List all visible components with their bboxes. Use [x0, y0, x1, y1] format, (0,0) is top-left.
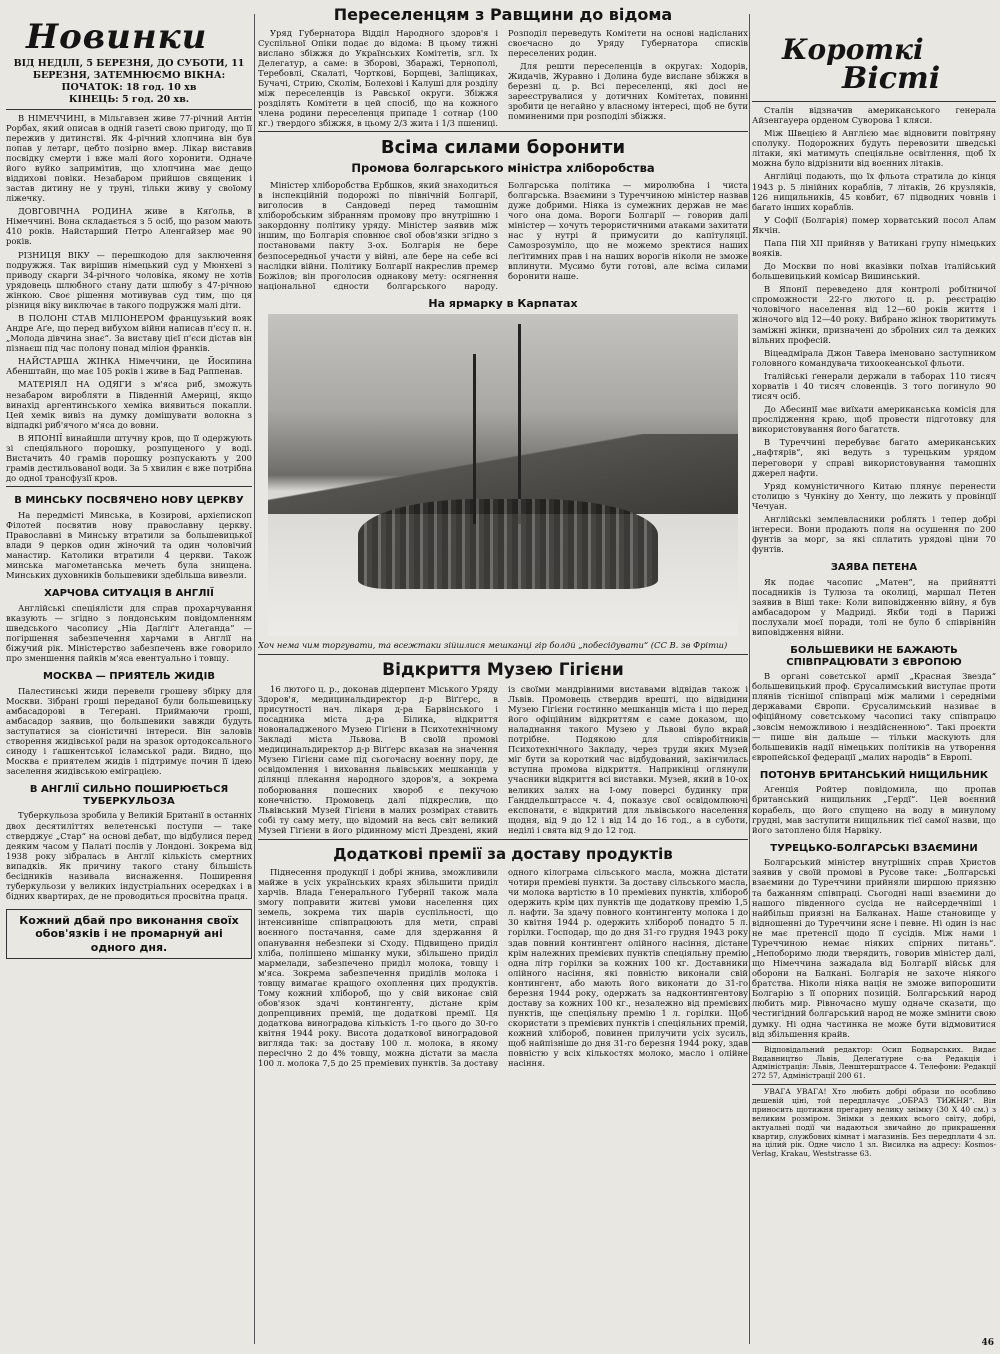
museum-headline: Відкриття Музею Гігієни [382, 660, 624, 681]
duty-slogan: Кожний дбай про виконання своїх обов'язків і не промарнуй ані одного дня. [6, 909, 252, 959]
blackout-start: ПОЧАТОК: 18 год. 10 хв [61, 81, 197, 93]
resettlers-paragraph: Для решти переселенців в округах: Ходорів, Жидачів, Журавно і Долина буде вислане збіжжя в березні ц. р. Всі переселенці, які досі не зареєструвалися у дотичних Комітетах, повинні зробити це негайно у власному інтересі, щоб не бути поминеними при розподілі збіжжя. [508, 60, 748, 122]
subscription-ad: УВАГА УВАГА! Хто любить добрі образи по особливо дешевій ціні, той передплачує „ОБРАЗ ТИЖНЯ“. Він приносить щотижня прегарну велику знімку (30 Х 40 см.) з великим розміром. Знімки з деяких всього світу, добрі, актуальні події чи надаються звичайно до прикрашення квартир, службових кімнат і магазинів. Без передплати 4 зл. на цілий рік. Одне число 1 зл. Висилка на адресу: Kosmos-Verlag, Krakau, Weststrasse 63. [752, 1087, 996, 1159]
museum-text: 16 лютого ц. р., доконав дідерпент Міського Уряду Здоров'я, медицинальдиректор д-р Віґґерс, в присутності нач. лікаря д-ра Барвінського і посадника міста д-ра Білика, відкриття новоналадженого Музею Гігієни в Психотехнічному Закладі міста Львова. В своїй промові медицинальдиректор д-р Віґґерс вказав на значення Музею Гігієни саме під сьогочасну воєнну пору, де освідомлення і виховання львівських мешканців у ділянці плекання народного здоров'я, а зокрема поборювання пошесних хвороб є пекучою конечністю. Промовець далі підкреслив, що Львівський Музей Гігієни в малих розмірах ставить собі ту саму мету, що відомий на весь світ великий Музей Гігієни в його рідинному місті Дрездені, який із своїми мандрівними виставами відвідав також і Львів. Промовець ствердив врешті, що відвідини Музею Гігієни гостинно мешканців міста і що перед його офіційним відкриттям є саме доказом, що наладнання такого Музею у Львові було вкрай потрібне. Подякою для співробітників Психотехнічного Закладу, через труди яких Музей міг бути за короткий час відбудований, закінчилась вступна промова відкриття. Наприкінці оглянули учасники відкриття всі виставки. Музей, який в 10-ох великих залях на І-ому поверсі будинку при Ґанддельштрассе ч. 4, показує свої освідомлюючі експонати, є відкритий для львівського населення щодня, від 9 до 12 і від 14 до 16 год., а в суботи, неділі і свята від 9 до 12 год. [258, 683, 748, 835]
food-situation-headline: ХАРЧОВА СИТУАЦІЯ В АНГЛІЇ [44, 588, 214, 600]
divider [752, 1084, 996, 1085]
bonus-headline: Додаткові премії за доставу продуктів [333, 845, 673, 864]
minsk-church-text: На передмісті Минська, в Козирові, архієпископ Філотей посвятив нову православну церкву. Православні в Минську втратили за большевицької влади 9 церков один жіночий та один чоловічий манастир. Католики втратили 4 церкви. Також минська магометанська мечеть була знищена. Минських духовників большевики здебільша вивезли. [6, 509, 252, 581]
news-item: Італійські ґенерали держали в таборах 110 тисяч хорватів і 40 тисяч словенців. З того погинуло 90 тисяч осіб. [752, 370, 996, 402]
news-item: Сталін відзначив американського генерала Айзенгауера орденом Суворова 1 кляси. [752, 105, 996, 126]
turkish-bulgarian-text: Болгарський міністер внутрішніх справ Христов заявив у своїй промові в Русове таке: „Болгарські взаємини до Туреччини прийняли ширшою приязню та бажанням співпраці. Сьогодні наші взаємини до нашого південного сусіда не найсердечніші і найбільш приязні на Балканах. Наше становище у відношенні до Туреччини ясне і певне. Ні один із нас не має претенсії щодо її сусідів. Між нами і Туреччиною немає ніяких спірних питань“. „Непоборимо люди тверядить, говорив міністер далі, що Німеччина зажадала від Болгарії військ для оборони на Балкані. Болгарія не захоче ніякого братства. Ніколи ніяка нація не зможе випорошити Болгарію з її опорних позицій. Болгарський народ любить мир. Рівночасно мушу одначе сказати, що честигідний болгарський народ не може змінити свою думку. Ні одна частинка не може бути відмовитися від збільшення крайв. [752, 857, 996, 1039]
tuberculosis-headline: В АНГЛІЇ СИЛЬНО ПОШИРЮЄТЬСЯ ТУБЕРКУЛЬОЗА [29, 784, 229, 807]
bolsheviks-text: В органі совєтської армії „Красная Звезда“ большевицький проф. Єрусалимський виступає проти плянів тіснішої співпраці між малими і середніми державами Європи. Єрусалимський називає в офіційному совєтському часописі таку співпрацю „зовсім неможливою і нездійсненною“. Такі проєкти — пише він дальше — тільки маскують для большевиків надії німецьких політиків на утворення європейської федерації „малих народів“ в Европі. [752, 671, 996, 762]
news-item: Англійці подають, що їх фльота стратила до кінця 1943 р. 5 лінійних кораблів, 7 літаків, 26 крузляків, 126 нищильників, 45 ковбит, 67 підводних човнів і багато інших кораблів. [752, 171, 996, 212]
destroyer-headline: ПОТОНУВ БРИТАНСЬКИЙ НИЩИЛЬНИК [759, 769, 989, 781]
divider [258, 654, 748, 655]
news-item: У Софії (Болгарія) помер хорватський посол Алам Якчін. [752, 214, 996, 235]
photo-headline: На ярмарку в Карпатах [428, 296, 578, 310]
resettlers-headline: Переселенцям з Равщини до відома [333, 5, 673, 24]
news-item: До Абесинії має виїхати американська комісія для прослідження краю, щоб провести підготовку для використовування його багатств. [752, 404, 996, 435]
defend-headline: Всіма силами боронити [380, 137, 626, 159]
news-item: Папа Пій XII прийняв у Ватикані групу німецьких вояків. [752, 237, 996, 259]
news-item: Віцеадмірала Джон Тавера іменовано заступником головного командувача тихоокеанської фльоти. [752, 347, 996, 368]
destroyer-text: Агенція Ройтер повідомила, що пропав британський нищильник „Гердї“. Цей воєнний корабель, що його спущено на воду в минулому грудні, мав заступити нищильник тієї самої назви, що його затоплено біля Нарвіку. [752, 784, 996, 835]
moscow-headline: МОСКВА — ПРИЯТЕЛЬ ЖИДІВ [43, 671, 215, 683]
blackout-end: КІНЕЦЬ: 5 год. 20 хв. [68, 93, 190, 105]
divider [6, 486, 252, 487]
column-divider [749, 14, 750, 1344]
bonus-article [258, 867, 748, 1070]
right-column [752, 0, 996, 1162]
imprint: Відповідальний редактор: Осип Бодварських. Видає Видавництво Львів, Делеґатурне с-ва Редакція і Адміністрація: Львів, Ленштерштрассе 4. Телефони: Редакції 272 57, Адміністрації 200 61. [752, 1044, 996, 1081]
tuberculosis-text: Туберкульоза зробила у Великій Британії в останніх двох десятиліттях велетенські поступи — таке стверджує „Стар“ на основі дебат, що відбулися перед деяким часом у Палаті послів у Лондоні. Зокрема від 1938 року зібралась в Англії кількість смертних випадків. Як причину такого стану більшість бесідників називала виснаження. Поширення туберкульози у великих індустріальних осередках і в бідних квартирах, де не проводиться просвітна праця. [6, 810, 252, 902]
news-item: НАЙСТАРША ЖІНКА Німеччини, це Йосипина Абенштайн, що має 105 років і живе в Бад Раппенав. [6, 356, 252, 377]
divider [6, 109, 252, 110]
novynky-masthead: Новинки [26, 17, 208, 57]
turkish-bulgarian-headline: ТУРЕЦЬКО-БОЛГАРСЬКІ ВЗАЄМИНИ [770, 842, 978, 854]
short-news-masthead [752, 0, 996, 98]
news-item: Уряд комуністичного Китаю плянує перенести столицю з Чункіну до Хенту, що лежить у провінції Чечуан. [752, 480, 996, 511]
divider [752, 101, 996, 102]
news-item: В ПОЛОНІ СТАВ МІЛІОНЕРОМ французький вояк Андре Аґе, що перед вибухом війни написав п'єсу п. н. „Молода дівчина знає“. За виставу цієї п'єси дістав він пізнаєш під час полону понад міліон франків. [6, 312, 252, 354]
moscow-text: Палестинські жиди перевели грошеву збірку для Москви. Зібрані гроші переданої були большевицьку амбасадорові в Тегерані. Приймаючи гроші, амбасадор заявив, що большевики завжди будуть заступатися за сіоністичні інтереси. Він заловів створення жидівської ради на зразок ортодоксального синоду і ґашкентської ісламської ради. Видно, що Москва є приятелем жидів і підтримує почин її ідею заселення жидівською еміграцією. [6, 685, 252, 777]
bonus-text: Піднесення продукції і добрі жнива, зможливили майже в усіх українських краях збільшити приділ харчів. Влада Генерального Губернії також мала змогу поправити житєві умови населення цих земель, зокрема тих шарів суспільності, що інтенсивніше співпрацюють для мети, справі воєнного постачання, саме для здержання й опанування небезпеки зі Сходу. Підвищено приділ хліба, поліпшено мішанку муки, збільшено приділ мармелади, забезпечено приділ молока, товщу і м'яса. Зокрема забезпечення приділів молока і товщу вимагає кращого охоплення цих продуктів. Тому кожний хлібороб, що у свій виконає свій обов'язок здачі контингенту, дістане крім допрепцивних премій, ще додаткові премії. Ця додаткова виноградова кількість 1-го цього до 30-го квітня 1944 року. Висота додаткової виноградовой вигляда так: за доставу 100 л. молока, в якому пересічно 2 до 4% товщу, можна дістати за масла 100 л. молока 7,5 до 25 преміевих пунктів. За доставу одного кілограма сільського масла, можна дістати чотири преміеві пункти. За доставу сільського масла, чи молока вартістю в 10 преміевих пунктів, хлібороб одержить крім цих пунктів ще додаткову премію 1,5 л. нафти. За здачу повного контингенту молока і до 30 квітня 1944 р. одержить хлібороб понадто 5 л. горілки. Господар, що до дня 31-го грудня 1943 року здав повний контингент олійного насіння, дістане крім належних премієвих пунктів спеціяльну премію одна літр горілки за кожних 100 кг. Доставники олійного насіння, які повністю виконали свій контингент, або мають його виконати до 31-го березня 1944 року, одержать за надконтингентову доставу за кожних 100 кг., незалежно від премієвих пунктів, ще спеціяльну премію 1 л. горілки. Щоб скористати з премієвих пунктів і спеціяльних премій, кожний хлібороб, повинен прилучити усіх зусиль, щоб найпізніше до дня 31-го березня 1944 року, здав повністю у всіх кількостях молоко, масло і олійне насіння. [258, 866, 748, 1069]
petain-text: Як подає часопис „Матен“, на прийнятті посадників із Тулюза та околиці, маршал Петен заявив в Віші таке: Коли виповідженню війну, я був амбасадором у Мадриді. Якби тоді в Парижі послухали моєї поради, толі не було б співрівнійн виповідження війни. [752, 576, 996, 638]
news-item: МАТЕРІЯЛ НА ОДЯГИ з м'яса риб, зможуть незабаром виробляти в Південній Америці, якщо винахід аргентинського хеміка виявиться покапли. Цей хемік вивіз на думку домішувати волокна з відпадкі риб'ячого м'яса до вовни. [6, 379, 252, 430]
food-situation-text: Англійські спеціялісти для справ прохарчування вказують — згідно з лондонським повідомленням шведського часопису „Ніа Даґліґт Алеганда“ — погіршення забезпечення харчами в Англії на біжучий рік. Міністерство забезпечень вже говорило про зменшення пайків м'яса евентуально і товщу. [6, 602, 252, 664]
news-item: ДОВГОВІЧНА РОДИНА живе в Кяґольв, в Німеччині. Вона складається з 5 осіб, що разом мають 410 років. Найстарший Петро Аленгайзер має 90 років. [6, 206, 252, 247]
news-item: Англійські землевласники роблять і тепер добрі інтереси. Вони продають поля на осушення по 200 фунтів за морг, за які сплатить урядові ціни 70 фунтів. [752, 513, 996, 555]
defend-article [258, 180, 748, 291]
news-item: До Москви по нові вказівки поїхав італійський большевицький комісар Вишинський. [752, 261, 996, 282]
divider [258, 839, 748, 840]
news-item: РІЗНИЦЯ ВІКУ — перешкодою для заключення подружжя. Так вирішив німецький суд у Мюнхені з приводу скарги 34-річного чоловіка, якому не хотів урядовець шлюбного стану дати шлюбу з 47-річною жінкою. Своє рішення мотивував суд тим, що ця різниця віку виключає в такого подружжя малі діти. [6, 249, 252, 310]
petain-headline: ЗАЯВА ПЕТЕНА [830, 562, 918, 574]
news-item: В Японії переведено для контролі робітничої спроможности 22-го лютого ц. р. реєстрацію чоловічого населення від 12—60 років життя і жіночого від 12—40 року. Вибрано жінок творитимуть заміжні жінки, призначені до зброїних сил та деяких вільних професій. [752, 284, 996, 345]
center-column [258, 0, 748, 1070]
museum-article [258, 684, 748, 837]
divider [752, 1042, 996, 1043]
carpathian-market-photo [268, 314, 738, 636]
news-item: В НІМЕЧЧИНІ, в Мільгавзен живе 77-річний Антін Рорбах, який описав в одній газеті свою пригоду, що її пережив у дитинстві. Як 4-річний хлопчина він був попав у летарг, цебто позірно вмер. Лікар виставив посвідку смерти і вже малі його хоронити. Одначе його вуйко запримітив, що хлопчина має дещо віддихові повіки. Незабаром прийшов священик і застав дитину не у труні, тільки живу у своїому ліжечку. [6, 112, 252, 204]
minsk-church-headline: В МИНСЬКУ ПОСВЯЧЕНО НОВУ ЦЕРКВУ [14, 495, 244, 507]
defend-text: Міністер хліборобства Ербшков, який знаходиться в інспекційній подорожі по північній Болгарії, виголосив в Сандоведі перед тамошнім хліборобським зібранням промову про внутрішню і закордонну політику уряду. Міністер заявив між іншим, що Болгарія сповнює свої обов'язки згідно з постановами пакту 3-ох. Болгарія не бере безпосередньої участи у війні, але бере на себе всі наслідки війни. Політику Болгарії накреслив премєр Божілов; він проголосив однакову мету: осягнення національної єдности болгарського народу. Болгарська політика — миролюбна і чиста болгарська. Взаємини з Туреччиною міністер назвав дуже добрими. Ніяка із сумежних держав не має чого она дома. Вороги Болгарії — говорив далі міністер — хочуть терористичними атаками захитати нас у нутрі й примусити до капітуляції. Самозрозуміло, що не можемо зректися наших леґітимних прав і на наших ворогів ніколи не зможе вплинути. Мусимо бути готові, але всіма силами боронити наше. [258, 179, 748, 291]
news-item: В Туреччині перебуває багато американських „нафтярів“, які ведуть з турецьким урядом переговори у справі використовування тамошніх джерел нафти. [752, 437, 996, 478]
photo-caption: Хоч нема чим торгувати, та всежтаки зійшлися мешканці гір болдй „побесідувати“ (СС В. зв Фрітш) [258, 640, 728, 651]
divider [258, 131, 748, 132]
short-news-masthead-line2: Вісті [842, 61, 941, 96]
left-column [6, 0, 252, 959]
page-number: 46 [981, 1338, 994, 1348]
short-news-masthead-line1: Короткі [782, 33, 924, 66]
resettlers-paragraph: Уряд Губернатора Відділ Народного здоров'я і Суспільної Опіки подає до відома: В цьому тижні вислано збіжжя до Українських Комітетів, згл. їх Делегатур, а саме: в Зборові, Збаражі, Тернополі, Теребовлі, Скалаті, Чорткові, Борщеві, Заліщиках, Бучачі, Стрию, Сколім, Болехові і Калуші для розділу між переселенців із Равської округи. Збіжжя розділять Комітети в цей спосіб, що на кожного члена родини переселенця припаде 1 сотнар (100 кг.) твердого збіжжя, в цьому 2/3 жита і 1/3 пшениці. Розподіл переведуть Комітети на основі надісланих своєчасно до Уряду Губернатора списків переселених родин. [258, 27, 748, 129]
defend-subheadline: Промова болгарського міністра хліборобства [351, 161, 655, 176]
blackout-dates: ВІД НЕДІЛІ, 5 БЕРЕЗНЯ, ДО СУБОТИ, 11 БЕРЕЗНЯ, ЗАТЕМНЮЄМО ВІКНА: [13, 58, 245, 81]
news-item: В ЯПОНІЇ винайшли штучну кров, що її одержують зі спеціяльного порошку, розпущеного у воді. Вистачить 40 грамів порошку розпускають у 200 грамів дестильованої води. За 5 хвилин є вже потрібна до одної трансфузії кров. [6, 432, 252, 484]
column-divider [254, 14, 255, 1344]
resettlers-article [258, 28, 748, 129]
bolsheviks-headline: БОЛЬШЕВИКИ НЕ БАЖАЮТЬ СПІВПРАЦЮВАТИ З ЄВРОПОЮ [786, 645, 962, 668]
news-item: Між Швецією й Англією має відновити повітряну сполуку. Подорожних будуть перевозити шведські літаки, які матимуть спеціяльне освітлення, щоб їх можна було відрізнити від воєнних літаків. [752, 128, 996, 169]
